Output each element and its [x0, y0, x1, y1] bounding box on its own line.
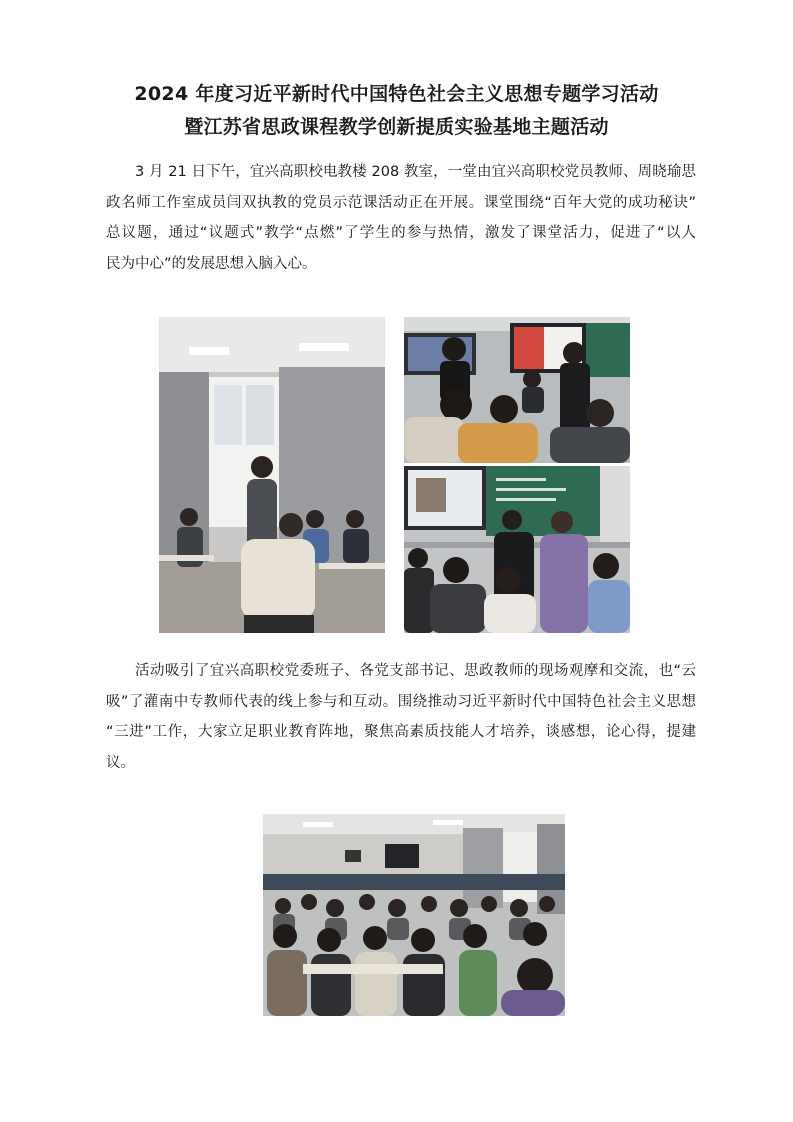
- paragraph-line: “三进”工作，大家立足职业教育阵地，聚焦高素质技能人才培养，谈感想，论心得，提建: [106, 724, 696, 740]
- document-title-line-1: 2024 年度习近平新时代中国特色社会主义思想专题学习活动: [134, 83, 659, 105]
- document-title-line-2: 暨江苏省思政课程教学创新提质实验基地主题活动: [184, 116, 609, 138]
- paragraph-line: 吸”了灌南中专教师代表的线上参与和互动。围绕推动习近平新时代中国特色社会主义思想: [106, 693, 696, 710]
- classroom-photo-icon: [263, 814, 565, 1016]
- classroom-photo-icon: [159, 317, 385, 633]
- paragraph-line: 3 月 21 日下午，宜兴高职校电教楼 208 教室，一堂由宜兴高职校党员教师、周晓瑜思: [135, 164, 696, 180]
- classroom-photo-icon: [404, 466, 630, 633]
- photo-group-discussion: [404, 466, 630, 633]
- paragraph-intro: [106, 157, 696, 279]
- classroom-photo-icon: [404, 317, 630, 463]
- paragraph-line: 总议题，通过“议题式”教学“点燃”了学生的参与热情，激发了课堂活力，促进了“以人: [106, 225, 696, 241]
- photo-audience-observing: [263, 814, 565, 1016]
- paragraph-line: 政名师工作室成员闫双执教的党员示范课活动正在开展。课堂围绕“百年大党的成功秘诀”: [106, 194, 696, 211]
- photo-student-speaking: [159, 317, 385, 633]
- photo-teacher-with-students: [404, 317, 630, 463]
- paragraph-line: 活动吸引了宜兴高职校党委班子、各党支部书记、思政教师的现场观摩和交流，也“云: [135, 663, 696, 679]
- paragraph-line: 民为中心”的发展思想入脑入心。: [106, 255, 317, 272]
- paragraph-activity: [106, 656, 696, 778]
- paragraph-line: 议。: [106, 754, 135, 771]
